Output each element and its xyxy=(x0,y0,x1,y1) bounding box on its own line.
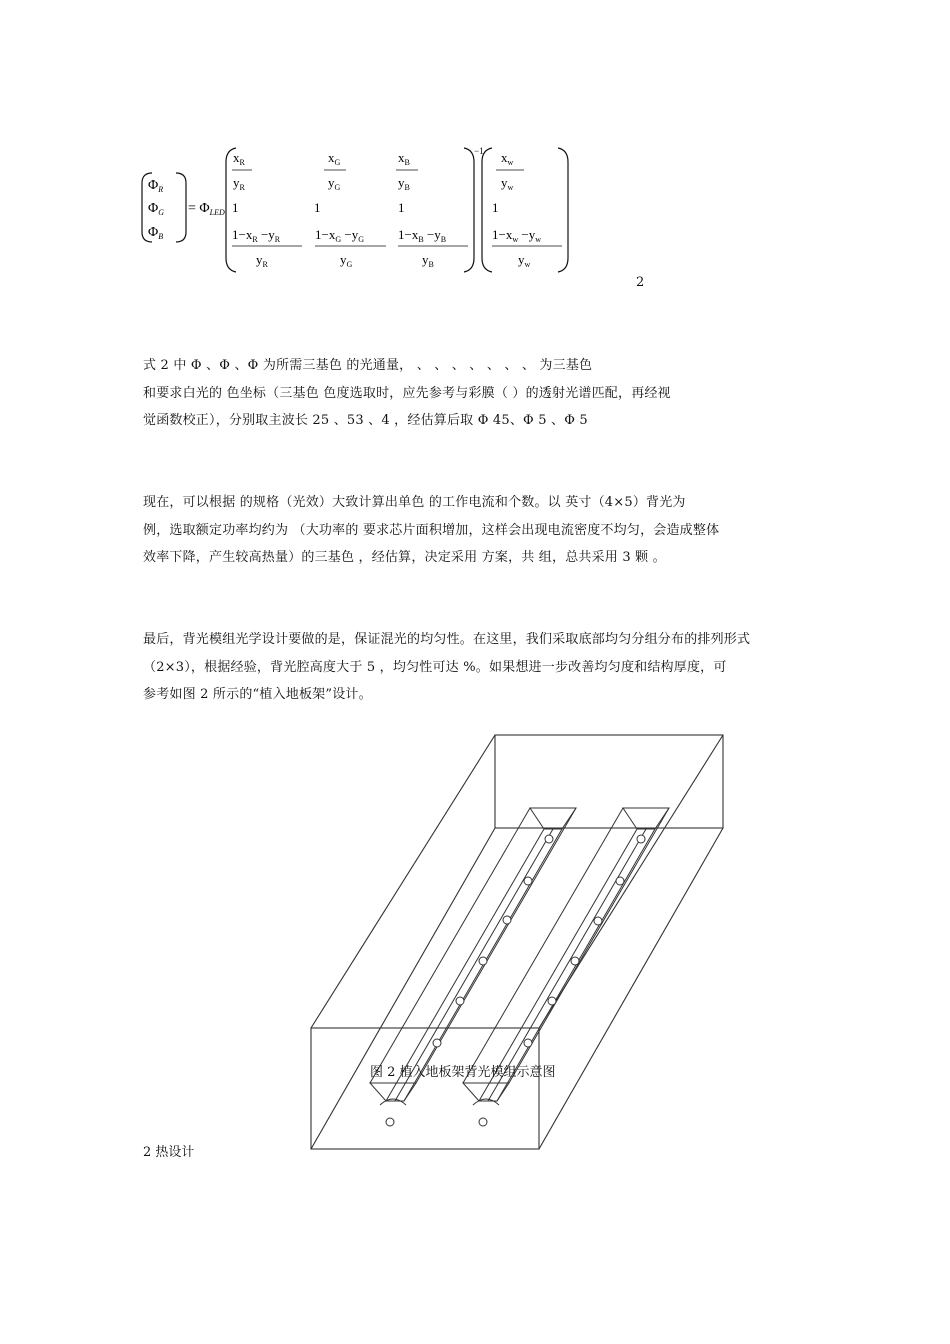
svg-text:1: 1 xyxy=(492,200,499,215)
svg-text:yw: $y_w$ xyxy=(518,252,531,269)
text-line: 觉函数校正），分别取主波长 25 、53 、4 ，经估算后取 Φ 45、Φ 5 、Φ 5 xyxy=(143,413,588,428)
svg-text:xG: $x_G$ xyxy=(328,150,341,167)
svg-text:xB: $x_B$ xyxy=(398,150,410,167)
text-line: 例，选取额定功率均约为 （大功率的 要求芯片面积增加，这样会出现电流密度不均匀，会造成整体 xyxy=(143,522,720,538)
equals-phi-led: = $\Phi_{LED}$ xyxy=(188,201,225,217)
text-line: （2×3），根据经验，背光腔高度大于 5 ，均匀性可达 %。如果想进一步改善均匀度和结构厚度，可 xyxy=(143,659,727,675)
svg-text:1−xR −yR: $1-x_R -y_R$ xyxy=(232,227,281,244)
backlight-module-diagram xyxy=(300,725,740,1155)
lhs-phi-r: $\Phi_R$ xyxy=(148,178,164,194)
text-line: 式 2 中 Φ 、Φ 、Φ 为所需三基色 的光通量， 、 、 、 、 、 、 、 为三基色 xyxy=(143,358,593,373)
svg-text:yB: $y_B$ xyxy=(422,252,434,269)
svg-text:yG: $y_G$ xyxy=(328,175,341,192)
equation-matrix xyxy=(130,140,580,280)
svg-text:1: 1 xyxy=(232,200,239,215)
svg-text:xR: $x_R$ xyxy=(233,150,245,167)
svg-text:1−xG −yG: $1-x_G -y_G$ xyxy=(315,227,364,244)
equation-number: 2 xyxy=(636,275,645,290)
svg-text:1: 1 xyxy=(314,200,321,215)
section-heading: 2 热设计 xyxy=(143,1145,195,1160)
inverse-exponent: −1 xyxy=(474,146,484,156)
lhs-phi-b: $\Phi_B$ xyxy=(148,225,164,241)
paragraph-optical-design xyxy=(143,626,813,709)
figure-caption: 图 2 植入地板架背光模组示意图 xyxy=(370,1065,556,1080)
text-line: 最后，背光模组光学设计要做的是，保证混光的均匀性。在这里，我们采取底部均匀分组分布的排列形式 xyxy=(143,632,751,647)
lhs-phi-g: $\Phi_G$ xyxy=(148,201,165,217)
paragraph-led-calculation xyxy=(143,489,813,572)
svg-text:1−xw −yw: $1-x_w -y_w$ xyxy=(492,227,541,244)
svg-text:yR: $y_R$ xyxy=(256,252,268,269)
text-line: 效率下降，产生较高热量）的三基色 ，经估算，决定采用 方案，共 组，总共采用 3 颗 。 xyxy=(143,550,666,565)
text-line: 参考如图 2 所示的“植入地板架”设计。 xyxy=(143,687,372,702)
svg-text:xw: $x_w$ xyxy=(501,150,514,167)
text-line: 现在，可以根据 的规格（光效）大致计算出单色 的工作电流和个数。以 英寸（4×5）背光为 xyxy=(143,495,686,510)
svg-text:1: 1 xyxy=(398,200,405,215)
svg-text:yB: $y_B$ xyxy=(398,175,410,192)
paragraph-color-coordinates xyxy=(143,352,813,435)
svg-text:yw: $y_w$ xyxy=(501,175,514,192)
text-line: 和要求白光的 色坐标（三基色 色度选取时，应先参考与彩膜（ ）的透射光谱匹配，再经视 xyxy=(143,385,671,401)
svg-text:1−xB −yB: $1-x_B -y_B$ xyxy=(398,227,447,244)
svg-text:yR: $y_R$ xyxy=(233,175,245,192)
svg-text:yG: $y_G$ xyxy=(340,252,353,269)
